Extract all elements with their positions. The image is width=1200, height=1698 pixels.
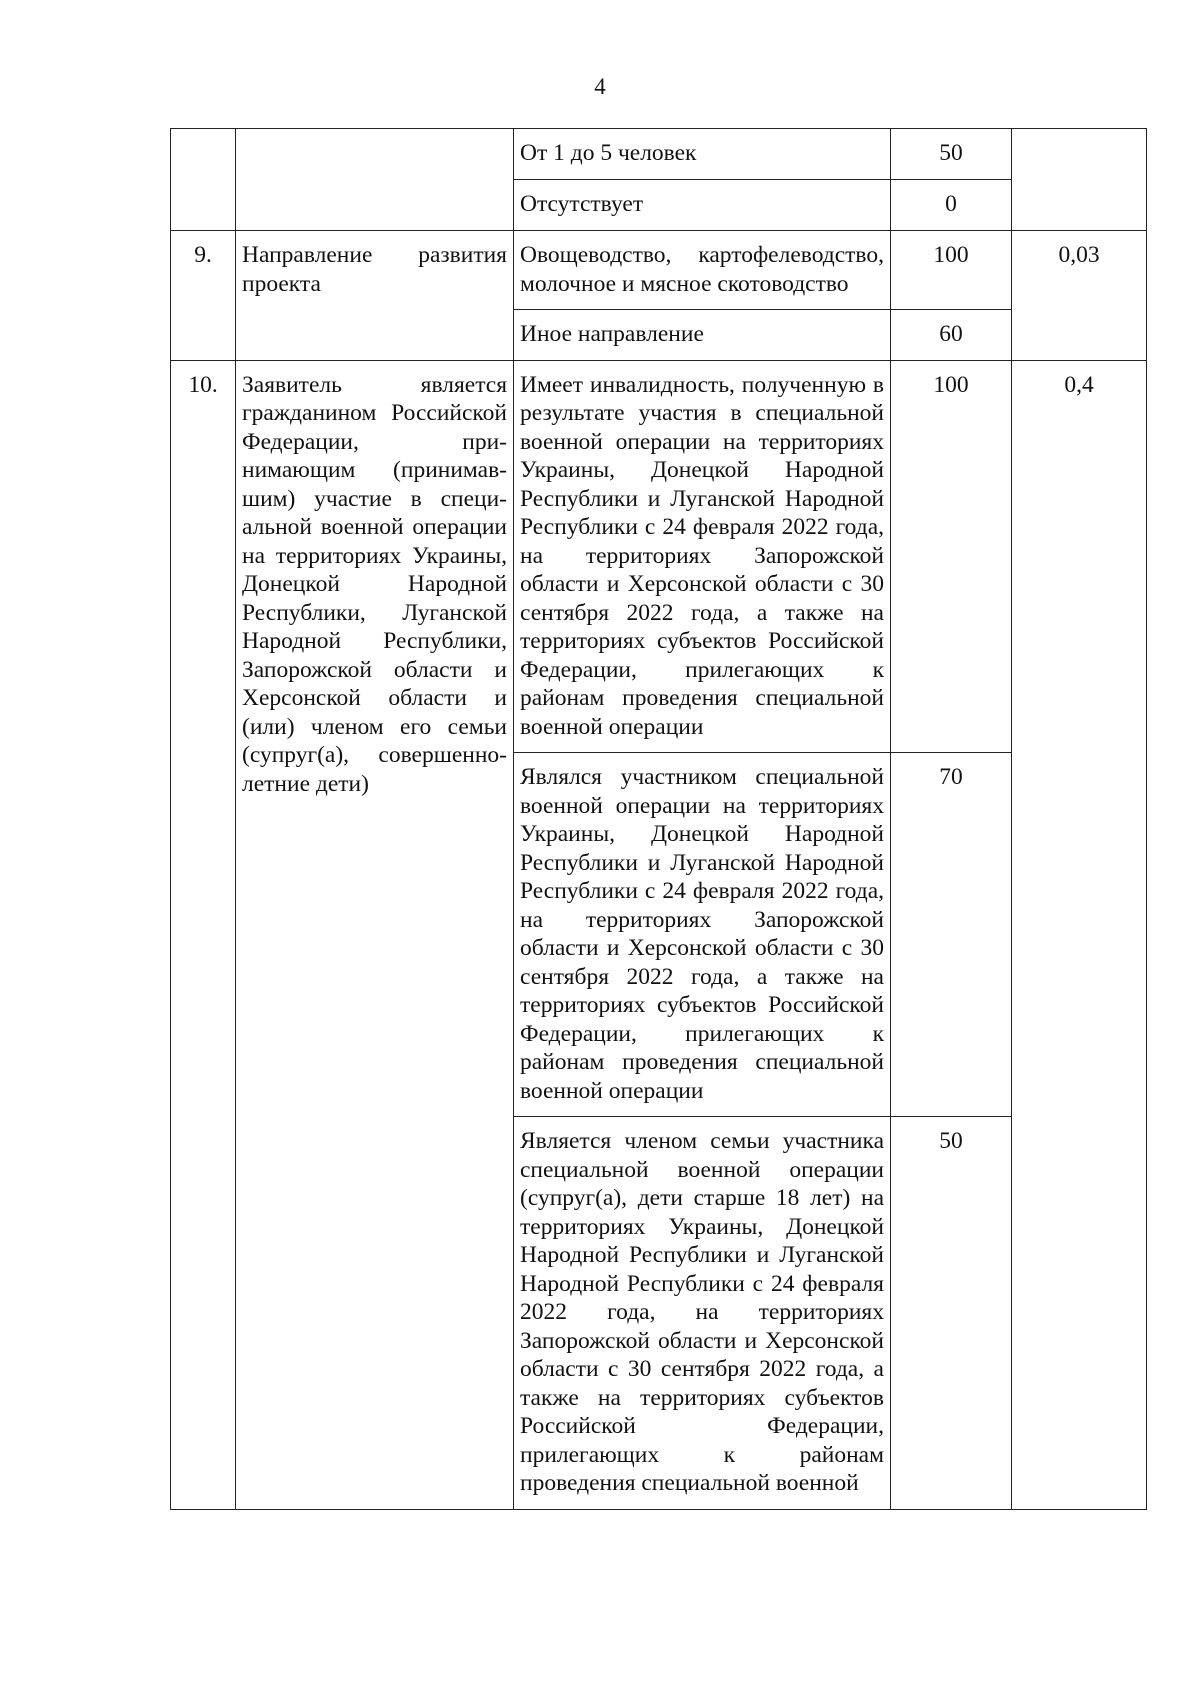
option-text: Отсутствует [514, 180, 891, 231]
option-score: 50 [891, 129, 1012, 180]
option-score: 0 [891, 180, 1012, 231]
option-score: 60 [891, 310, 1012, 361]
criterion-weight: 0,4 [1012, 360, 1147, 1509]
page-number: 4 [594, 74, 606, 99]
option-score: 70 [891, 753, 1012, 1117]
table-row [171, 360, 1147, 753]
table-row [171, 231, 1147, 310]
table-row [171, 129, 1147, 180]
criteria-table [170, 128, 1147, 1510]
option-score: 50 [891, 1117, 1012, 1510]
criterion-name-cell [236, 129, 514, 231]
criterion-number: 9. [171, 231, 236, 361]
option-text: Иное направление [514, 310, 891, 361]
option-score: 100 [891, 360, 1012, 753]
criterion-name: Заявитель является гражданином Российской Федерации, принимающим (принимавшим) участие в специальной военной операции на территориях Украины, Донецкой Народной Республики, Луганской Народной Республики, Запорожской области и Херсонской области и (или) членом его семьи (супруг(а), совершеннолетние дети) [236, 360, 514, 1509]
criterion-weight: 0,03 [1012, 231, 1147, 361]
option-text: Является членом семьи участника специальной военной операции (супруг(а), дети старше 18 лет) на территориях Украины, Донецкой Народной Республики и Луганской Народной Республики с 24 февраля 2022 года, на территориях Запорожской области и Херсонской области с 30 сентября 2022 года, а также на территориях субъектов Российской Федерации, прилегающих к районам проведения специальной военной [514, 1117, 891, 1510]
criterion-number: 10. [171, 360, 236, 1509]
option-text: От 1 до 5 человек [514, 129, 891, 180]
option-text: Имеет инвалидность, полученную в результате участия в специальной военной операции на территориях Украины, Донецкой Народной Республики и Луганской Народной Республики с 24 февраля 2022 года, на территориях Запорожской области и Херсонской области с 30 сентября 2022 года, а также на территориях субъектов Российской Федерации, прилегающих к районам проведения специальной военной операции [514, 360, 891, 753]
criterion-number-cell [171, 129, 236, 231]
option-score: 100 [891, 231, 1012, 310]
option-text: Являлся участником специальной военной операции на территориях Украины, Донецкой Народной Республики и Луганской Народной Республики с 24 февраля 2022 года, на территориях Запорожской области и Херсонской области с 30 сентября 2022 года, а также на территориях субъектов Российской Федерации, прилегающих к районам проведения специальной военной операции [514, 753, 891, 1117]
criterion-weight-cell [1012, 129, 1147, 231]
criterion-name: Направление развития проекта [236, 231, 514, 361]
option-text: Овощеводство, картофелеводство, молочное и мясное скотоводство [514, 231, 891, 310]
